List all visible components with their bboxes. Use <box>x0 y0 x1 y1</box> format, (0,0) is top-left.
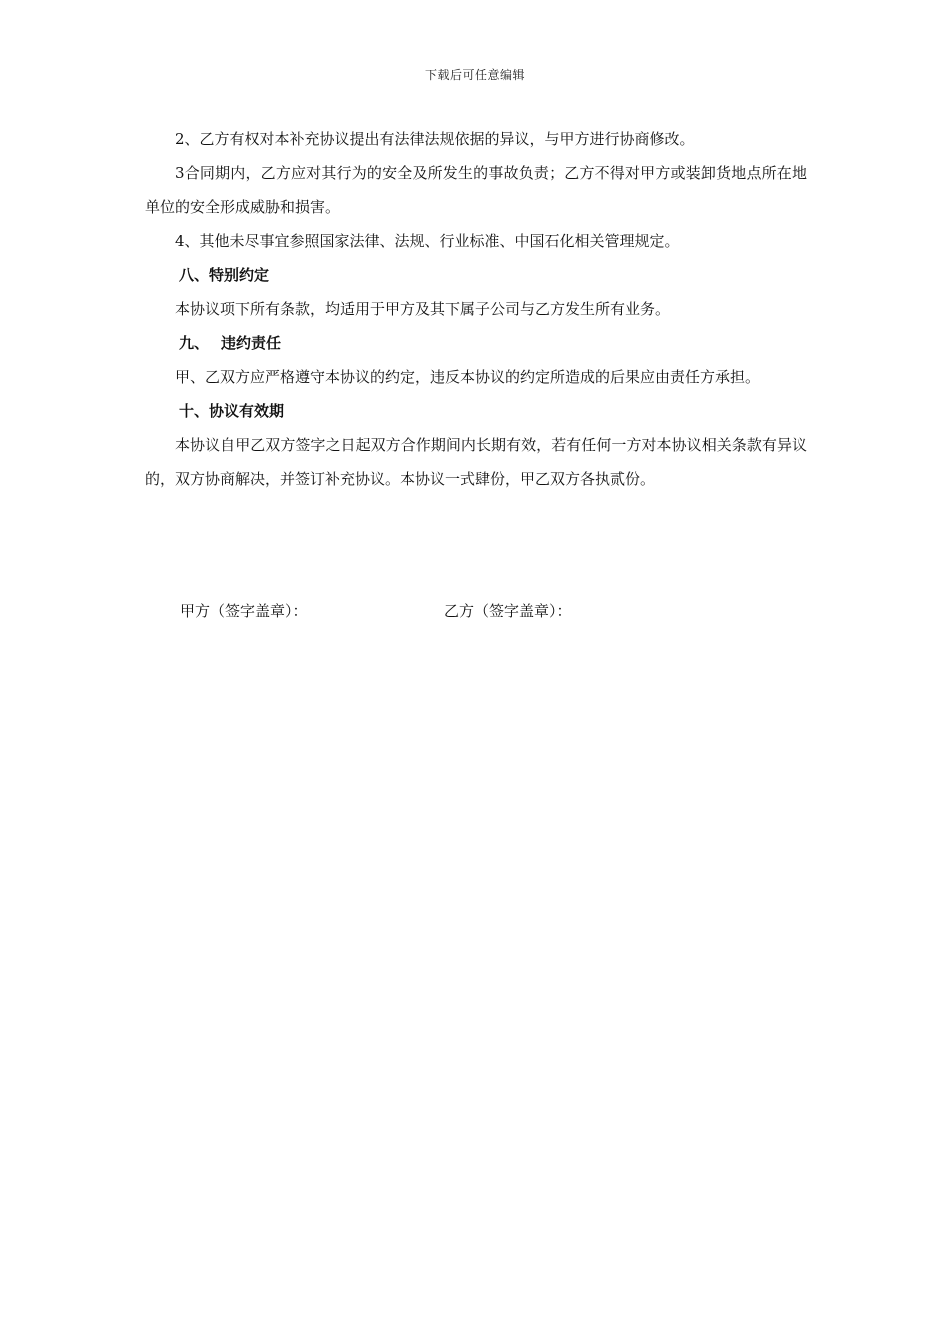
party-b-signature-label: 乙方（签字盖章）： <box>444 602 572 620</box>
breach-liability-text: 甲、乙双方应严格遵守本协议的约定，违反本协议的约定所造成的后果应由责任方承担。 <box>175 368 761 386</box>
clause-item-3: 3合同期内，乙方应对其行为的安全及所发生的事故负责；乙方不得对甲方或装卸货地点所在地单位的安全形成威胁和损害。 <box>145 164 807 216</box>
signature-block <box>180 600 780 630</box>
section-heading-validity: 十、协议有效期 <box>179 402 285 420</box>
clause-item-2: 2、乙方有权对本补充协议提出有法律法规依据的异议，与甲方进行协商修改。 <box>175 130 695 148</box>
section-heading-special-agreement: 八、特别约定 <box>179 266 270 284</box>
section-heading-breach-number: 九、 <box>179 334 210 352</box>
special-agreement-text: 本协议项下所有条款，均适用于甲方及其下属子公司与乙方发生所有业务。 <box>175 300 671 318</box>
section-heading-breach-title: 违约责任 <box>221 334 282 352</box>
validity-text: 本协议自甲乙双方签字之日起双方合作期间内长期有效，若有任何一方对本协议相关条款有异议的，双方协商解决，并签订补充协议。本协议一式肆份，甲乙双方各执贰份。 <box>145 436 807 488</box>
agreement-body <box>145 122 807 496</box>
party-a-signature-label: 甲方（签字盖章）： <box>180 602 308 620</box>
section-heading-breach <box>145 326 807 360</box>
clause-item-4: 4、其他未尽事宜参照国家法律、法规、行业标准、中国石化相关管理规定。 <box>175 232 680 250</box>
header-note: 下载后可任意编辑 <box>424 68 525 82</box>
